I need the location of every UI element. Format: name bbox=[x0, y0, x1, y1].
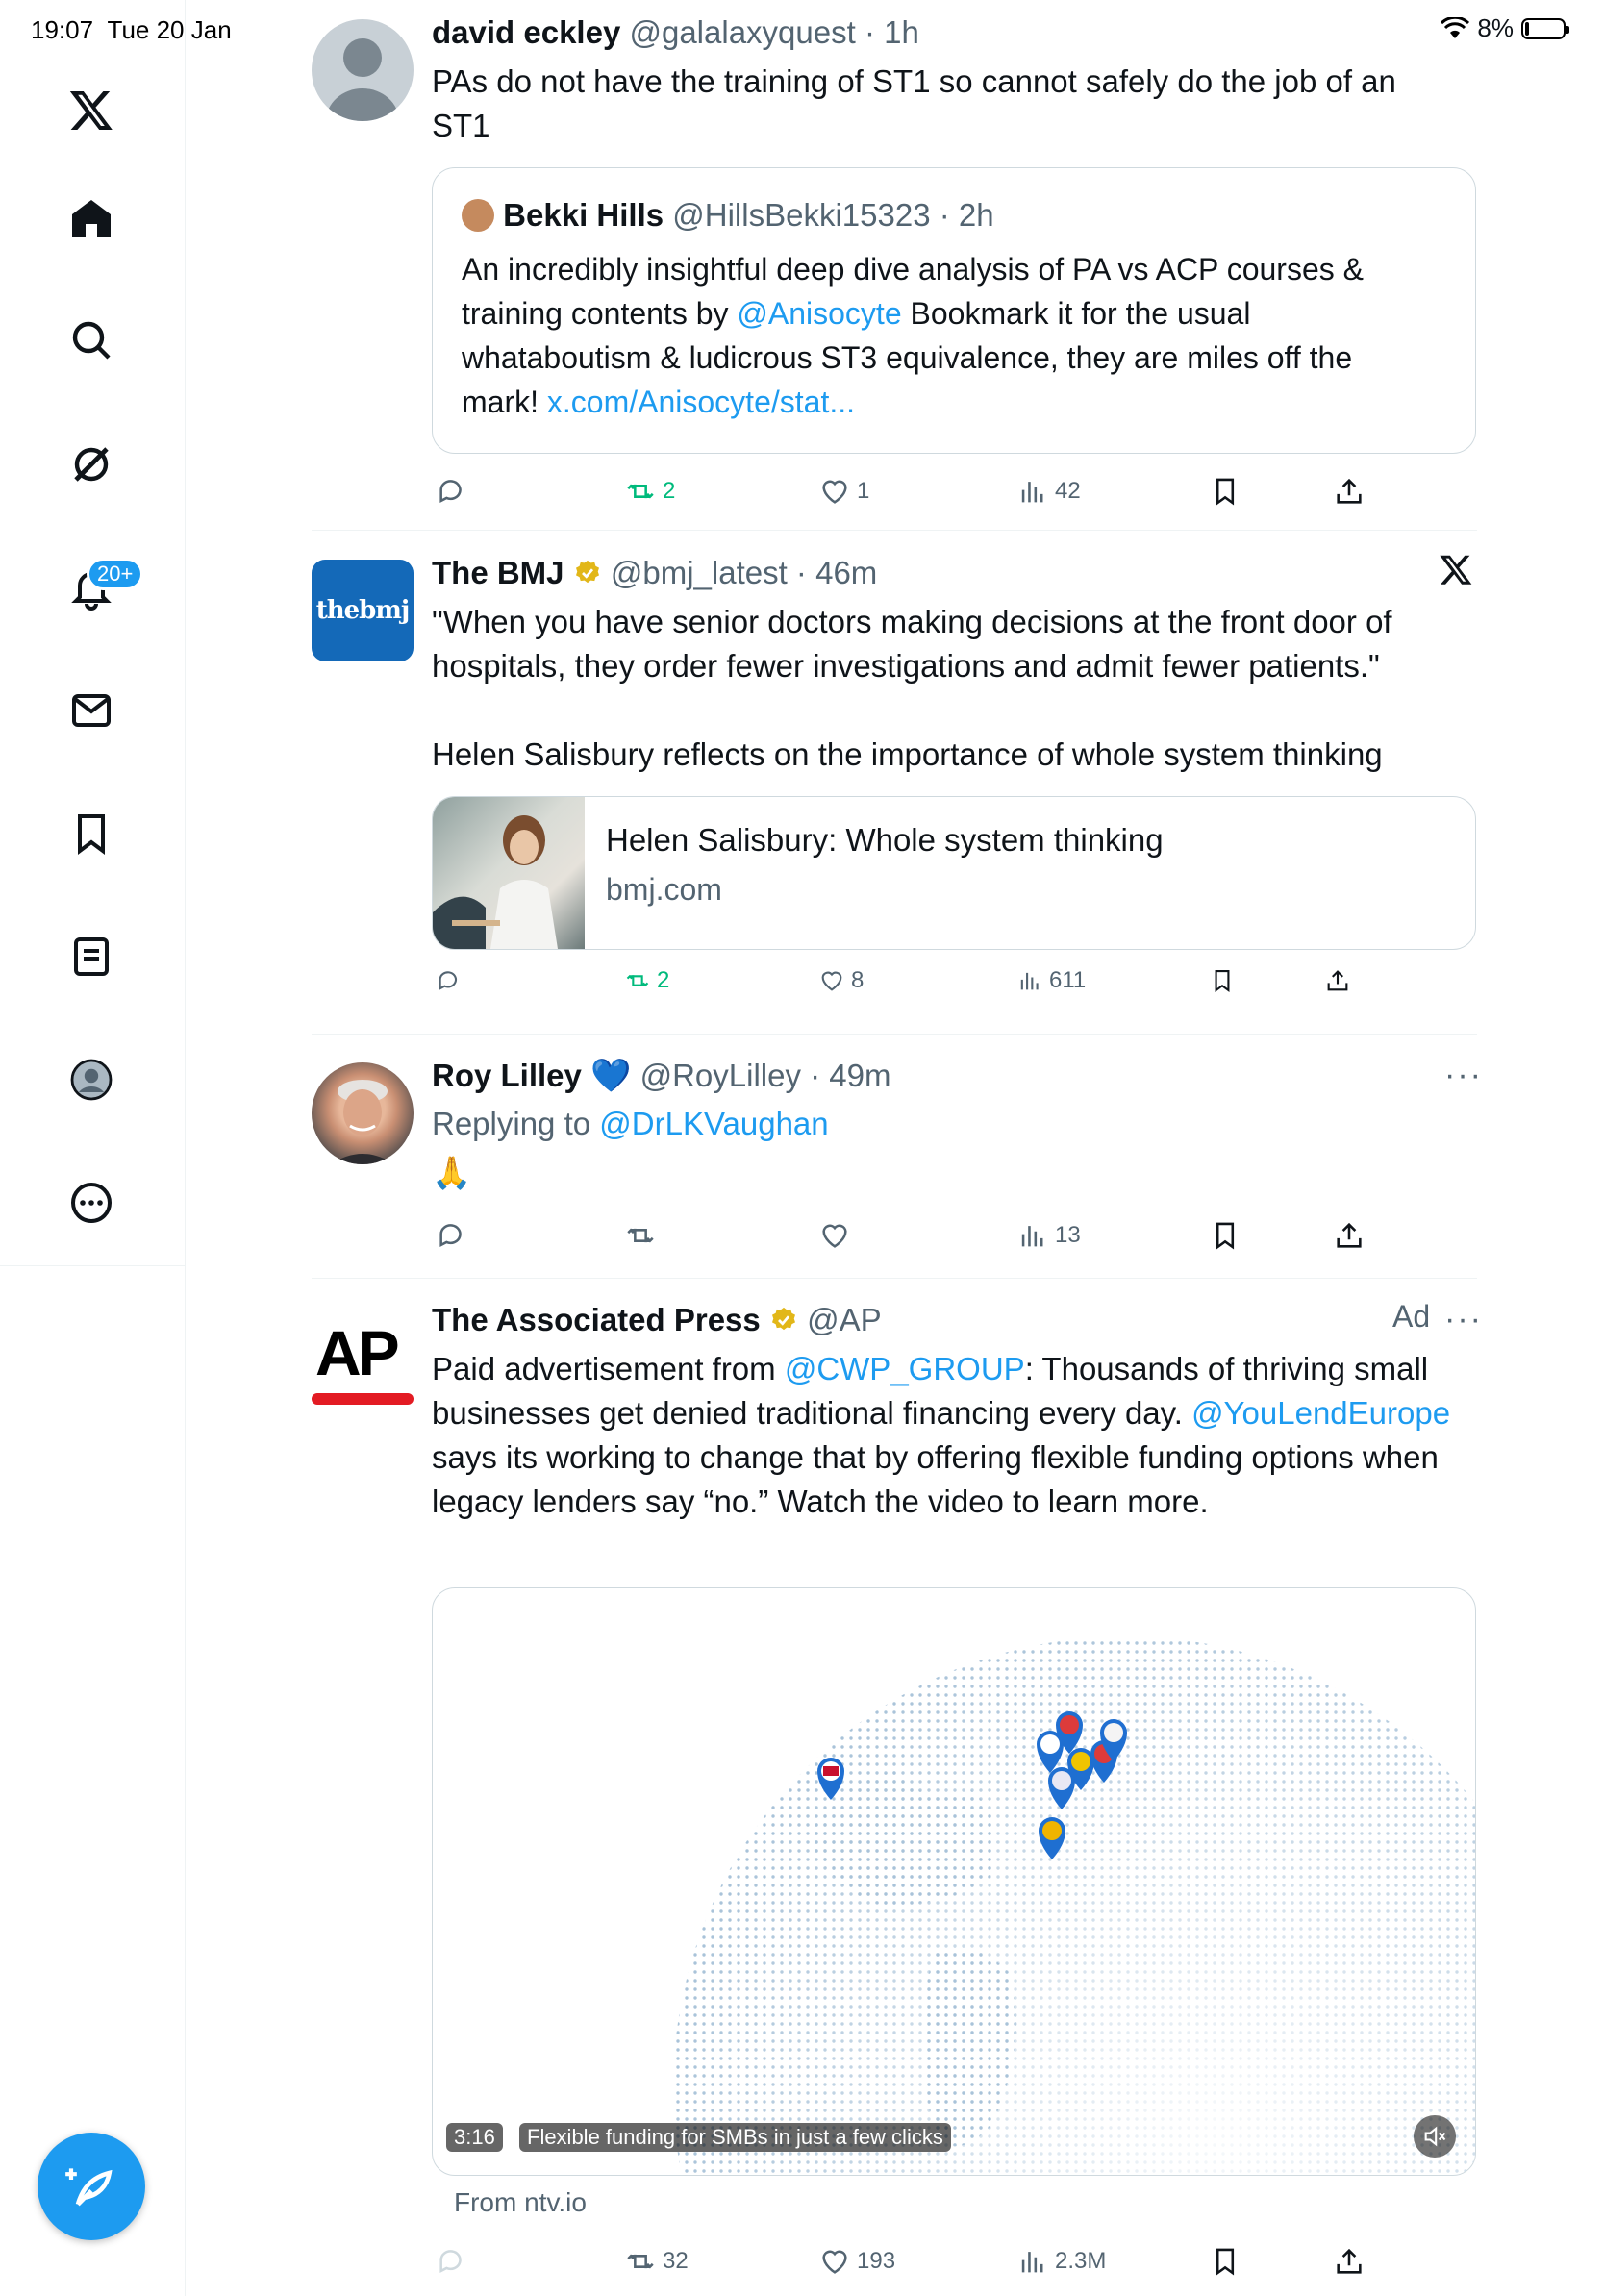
views-button[interactable]: 2.3M bbox=[1016, 2245, 1106, 2278]
views-button[interactable]: 13 bbox=[1016, 1219, 1081, 1252]
card-thumbnail bbox=[433, 797, 585, 949]
replying-to-link[interactable]: @DrLKVaughan bbox=[599, 1106, 829, 1141]
more-options-icon[interactable]: ··· bbox=[1444, 1057, 1483, 1093]
link-card[interactable] bbox=[432, 796, 1476, 950]
quote-time: 2h bbox=[958, 197, 994, 233]
views-chart-icon bbox=[1016, 2245, 1049, 2278]
share-button[interactable] bbox=[1333, 1219, 1366, 1252]
views-chart-icon bbox=[1016, 1219, 1049, 1252]
tweet-actions bbox=[432, 1219, 1393, 1258]
like-button[interactable]: 193 bbox=[818, 2245, 895, 2278]
card-title: Helen Salisbury: Whole system thinking bbox=[606, 822, 1164, 858]
mute-button[interactable] bbox=[1414, 2115, 1456, 2158]
avatar[interactable] bbox=[312, 1062, 414, 1164]
like-button[interactable]: 1 bbox=[818, 475, 869, 508]
tweet-time[interactable]: 1h bbox=[884, 14, 919, 50]
reply-icon bbox=[436, 2245, 468, 2278]
tweet-actions bbox=[432, 2245, 1393, 2284]
tweet-text: PAs do not have the training of ST1 so cannot safely do the job of an ST1 bbox=[432, 63, 1396, 143]
speaker-muted-icon bbox=[1421, 2123, 1448, 2150]
retweet-icon bbox=[624, 475, 657, 508]
quote-text: An incredibly insightful deep dive analysis of PA vs ACP courses & training contents by @Anisocyte Bookmark it for the usual whataboutism & ludicrous ST3 equivalence, they are miles off the mark! x.com/Anisocyte/stat... bbox=[462, 252, 1364, 419]
notifications-badge: 20+ bbox=[87, 558, 143, 590]
heart-icon bbox=[818, 2245, 851, 2278]
reply-icon bbox=[436, 475, 468, 508]
tweet-text: "When you have senior doctors making decisions at the front door of hospitals, they order fewer investigations and admit fewer patients." bbox=[432, 604, 1392, 684]
share-icon bbox=[1324, 967, 1351, 994]
messages-icon[interactable] bbox=[53, 672, 130, 749]
bookmark-icon bbox=[1209, 475, 1241, 508]
bookmark-button[interactable] bbox=[1209, 2245, 1241, 2278]
views-button[interactable]: 611 bbox=[1016, 967, 1086, 994]
grok-icon[interactable] bbox=[53, 426, 130, 503]
quote-avatar bbox=[462, 199, 494, 232]
tweet-divider bbox=[312, 1278, 1477, 1279]
author-handle[interactable]: @RoyLilley bbox=[639, 1058, 801, 1093]
mention-link[interactable]: @CWP_GROUP bbox=[784, 1351, 1025, 1386]
share-icon bbox=[1333, 2245, 1366, 2278]
battery-text: 8% bbox=[1477, 13, 1514, 42]
reply-button[interactable] bbox=[436, 967, 463, 994]
share-button[interactable] bbox=[1333, 2245, 1366, 2278]
share-icon bbox=[1333, 1219, 1366, 1252]
verified-badge-icon bbox=[769, 1306, 798, 1335]
sidebar-divider bbox=[185, 1265, 186, 2296]
tweet-text-second: Helen Salisbury reflects on the importance of whole system thinking bbox=[432, 736, 1383, 772]
compose-feather-icon bbox=[64, 2159, 118, 2213]
avatar[interactable] bbox=[312, 1307, 414, 1409]
sidebar bbox=[0, 0, 186, 1266]
bookmark-button[interactable] bbox=[1209, 475, 1241, 508]
tweet[interactable]: david eckley @galalaxyquest · 1h PAs do not have the training of ST1 so cannot safely do the job of an ST1 Bekki Hills @HillsBekki15323 · 2h An incredibly insightful deep dive analysis of PA vs ACP courses & training contents by @Anisocyte Bookmark it for the usual whataboutism & ludicrous ST3 equivalence, they are miles off the mark! x.com/Anisocyte/stat... 2 1 42 bbox=[312, 17, 1477, 527]
bookmark-button[interactable] bbox=[1209, 1219, 1241, 1252]
bookmark-icon bbox=[1209, 967, 1236, 994]
tweet-text: 🙏 bbox=[432, 1155, 472, 1190]
author-name[interactable]: The Associated Press bbox=[432, 1302, 761, 1337]
reply-button[interactable] bbox=[436, 1219, 468, 1252]
video-player[interactable] bbox=[432, 1587, 1476, 2176]
retweet-icon bbox=[624, 2245, 657, 2278]
tweet-actions bbox=[432, 967, 1393, 1006]
replying-to: Replying to @DrLKVaughan bbox=[432, 1106, 829, 1141]
tweet-time[interactable]: 46m bbox=[815, 555, 878, 590]
reply-icon bbox=[436, 967, 463, 994]
author-name[interactable]: Roy Lilley bbox=[432, 1058, 582, 1093]
quoted-tweet[interactable]: Bekki Hills @HillsBekki15323 · 2h An incredibly insightful deep dive analysis of PA vs ACP courses & training contents by @Anisocyte Bookmark it for the usual whataboutism & ludicrous ST3 equivalence, they are miles off the mark! x.com/Anisocyte/stat... bbox=[432, 167, 1476, 454]
quote-author-handle: @HillsBekki15323 bbox=[672, 197, 931, 233]
mention-link[interactable]: @YouLendEurope bbox=[1191, 1395, 1451, 1431]
share-button[interactable] bbox=[1324, 967, 1351, 994]
video-globe-frame bbox=[433, 1588, 1475, 2175]
heart-icon bbox=[818, 1219, 851, 1252]
reply-button[interactable] bbox=[436, 475, 468, 508]
like-button[interactable]: 8 bbox=[818, 967, 864, 994]
tweet-time[interactable]: 49m bbox=[829, 1058, 891, 1093]
share-button[interactable] bbox=[1333, 475, 1366, 508]
retweet-icon bbox=[624, 1219, 657, 1252]
bookmark-button[interactable] bbox=[1209, 967, 1236, 994]
author-handle[interactable]: @AP bbox=[807, 1302, 882, 1337]
mention-link[interactable]: @Anisocyte bbox=[737, 296, 902, 331]
ad-source[interactable]: From ntv.io bbox=[454, 2187, 587, 2217]
heart-icon bbox=[818, 475, 851, 508]
like-button[interactable] bbox=[818, 1219, 851, 1252]
heart-icon bbox=[818, 967, 845, 994]
verified-badge-icon bbox=[573, 559, 602, 587]
status-time: 19:07 Tue 20 Jan bbox=[31, 15, 232, 44]
ap-logo: AP bbox=[315, 1317, 396, 1388]
blue-heart-emoji: 💙 bbox=[590, 1058, 632, 1094]
avatar[interactable] bbox=[312, 560, 414, 661]
home-icon[interactable] bbox=[53, 180, 130, 257]
ap-logo-bar bbox=[312, 1393, 414, 1405]
retweet-button[interactable] bbox=[624, 1219, 657, 1252]
views-chart-icon bbox=[1016, 475, 1049, 508]
tweet-text: Paid advertisement from @CWP_GROUP: Thousands of thriving small businesses get denied traditional financing every day. @YouLendEurope says its working to change that by offering flexible funding options when legacy lenders say “no.” Watch the video to learn more. bbox=[432, 1351, 1451, 1519]
author-name[interactable]: The BMJ bbox=[432, 555, 564, 590]
compose-button[interactable] bbox=[38, 2133, 145, 2240]
views-button[interactable]: 42 bbox=[1016, 475, 1081, 508]
battery-icon bbox=[1521, 18, 1566, 39]
share-icon bbox=[1333, 475, 1366, 508]
reply-icon bbox=[436, 1219, 468, 1252]
search-icon[interactable] bbox=[53, 302, 130, 379]
retweet-icon bbox=[624, 967, 651, 994]
tweet-actions bbox=[432, 475, 1393, 513]
bookmark-icon bbox=[1209, 2245, 1241, 2278]
url-link[interactable]: x.com/Anisocyte/stat... bbox=[546, 385, 855, 419]
video-duration: 3:16 bbox=[446, 2123, 503, 2152]
tweet-divider bbox=[312, 1034, 1477, 1035]
promoted-tweet[interactable] bbox=[312, 1299, 1483, 2296]
tweet-divider bbox=[312, 530, 1477, 531]
bookmarks-icon[interactable] bbox=[53, 795, 130, 872]
profile-icon[interactable] bbox=[53, 1041, 130, 1118]
reply-button[interactable] bbox=[436, 2245, 468, 2278]
more-icon[interactable] bbox=[53, 1164, 130, 1241]
author-name[interactable]: david eckley bbox=[432, 14, 621, 50]
bookmark-icon bbox=[1209, 1219, 1241, 1252]
avatar[interactable] bbox=[312, 19, 414, 121]
video-caption: Flexible funding for SMBs in just a few clicks bbox=[519, 2123, 951, 2152]
bmj-logo: thebmj bbox=[315, 596, 410, 625]
retweet-button[interactable]: 32 bbox=[624, 2245, 689, 2278]
more-options-icon[interactable]: ··· bbox=[1444, 1301, 1483, 1337]
x-logo-icon[interactable] bbox=[53, 71, 130, 148]
ad-label: Ad bbox=[1392, 1299, 1431, 1334]
tweet[interactable]: thebmj The BMJ @bmj_latest · 46m "When you have senior doctors making decisions at the front door of hospitals, they order fewer investigations and admit fewer patients." Helen Salisbury reflects on the importance of whole system thinking Helen Salisbury: Whole system thinking bmj.com 2 8 611 bbox=[312, 558, 1477, 1019]
retweet-button[interactable]: 2 bbox=[624, 475, 675, 508]
lists-icon[interactable] bbox=[53, 918, 130, 995]
author-handle[interactable]: @galalaxyquest bbox=[629, 14, 856, 50]
card-domain: bmj.com bbox=[606, 872, 722, 907]
retweet-button[interactable]: 2 bbox=[624, 967, 669, 994]
author-handle[interactable]: @bmj_latest bbox=[610, 555, 788, 590]
views-chart-icon bbox=[1016, 967, 1043, 994]
x-logo-icon bbox=[1439, 552, 1473, 596]
tweet[interactable]: Roy Lilley 💙 @RoyLilley · 49m Replying to @DrLKVaughan 🙏 ··· 13 bbox=[312, 1061, 1477, 1253]
quote-author-name: Bekki Hills bbox=[503, 197, 664, 233]
